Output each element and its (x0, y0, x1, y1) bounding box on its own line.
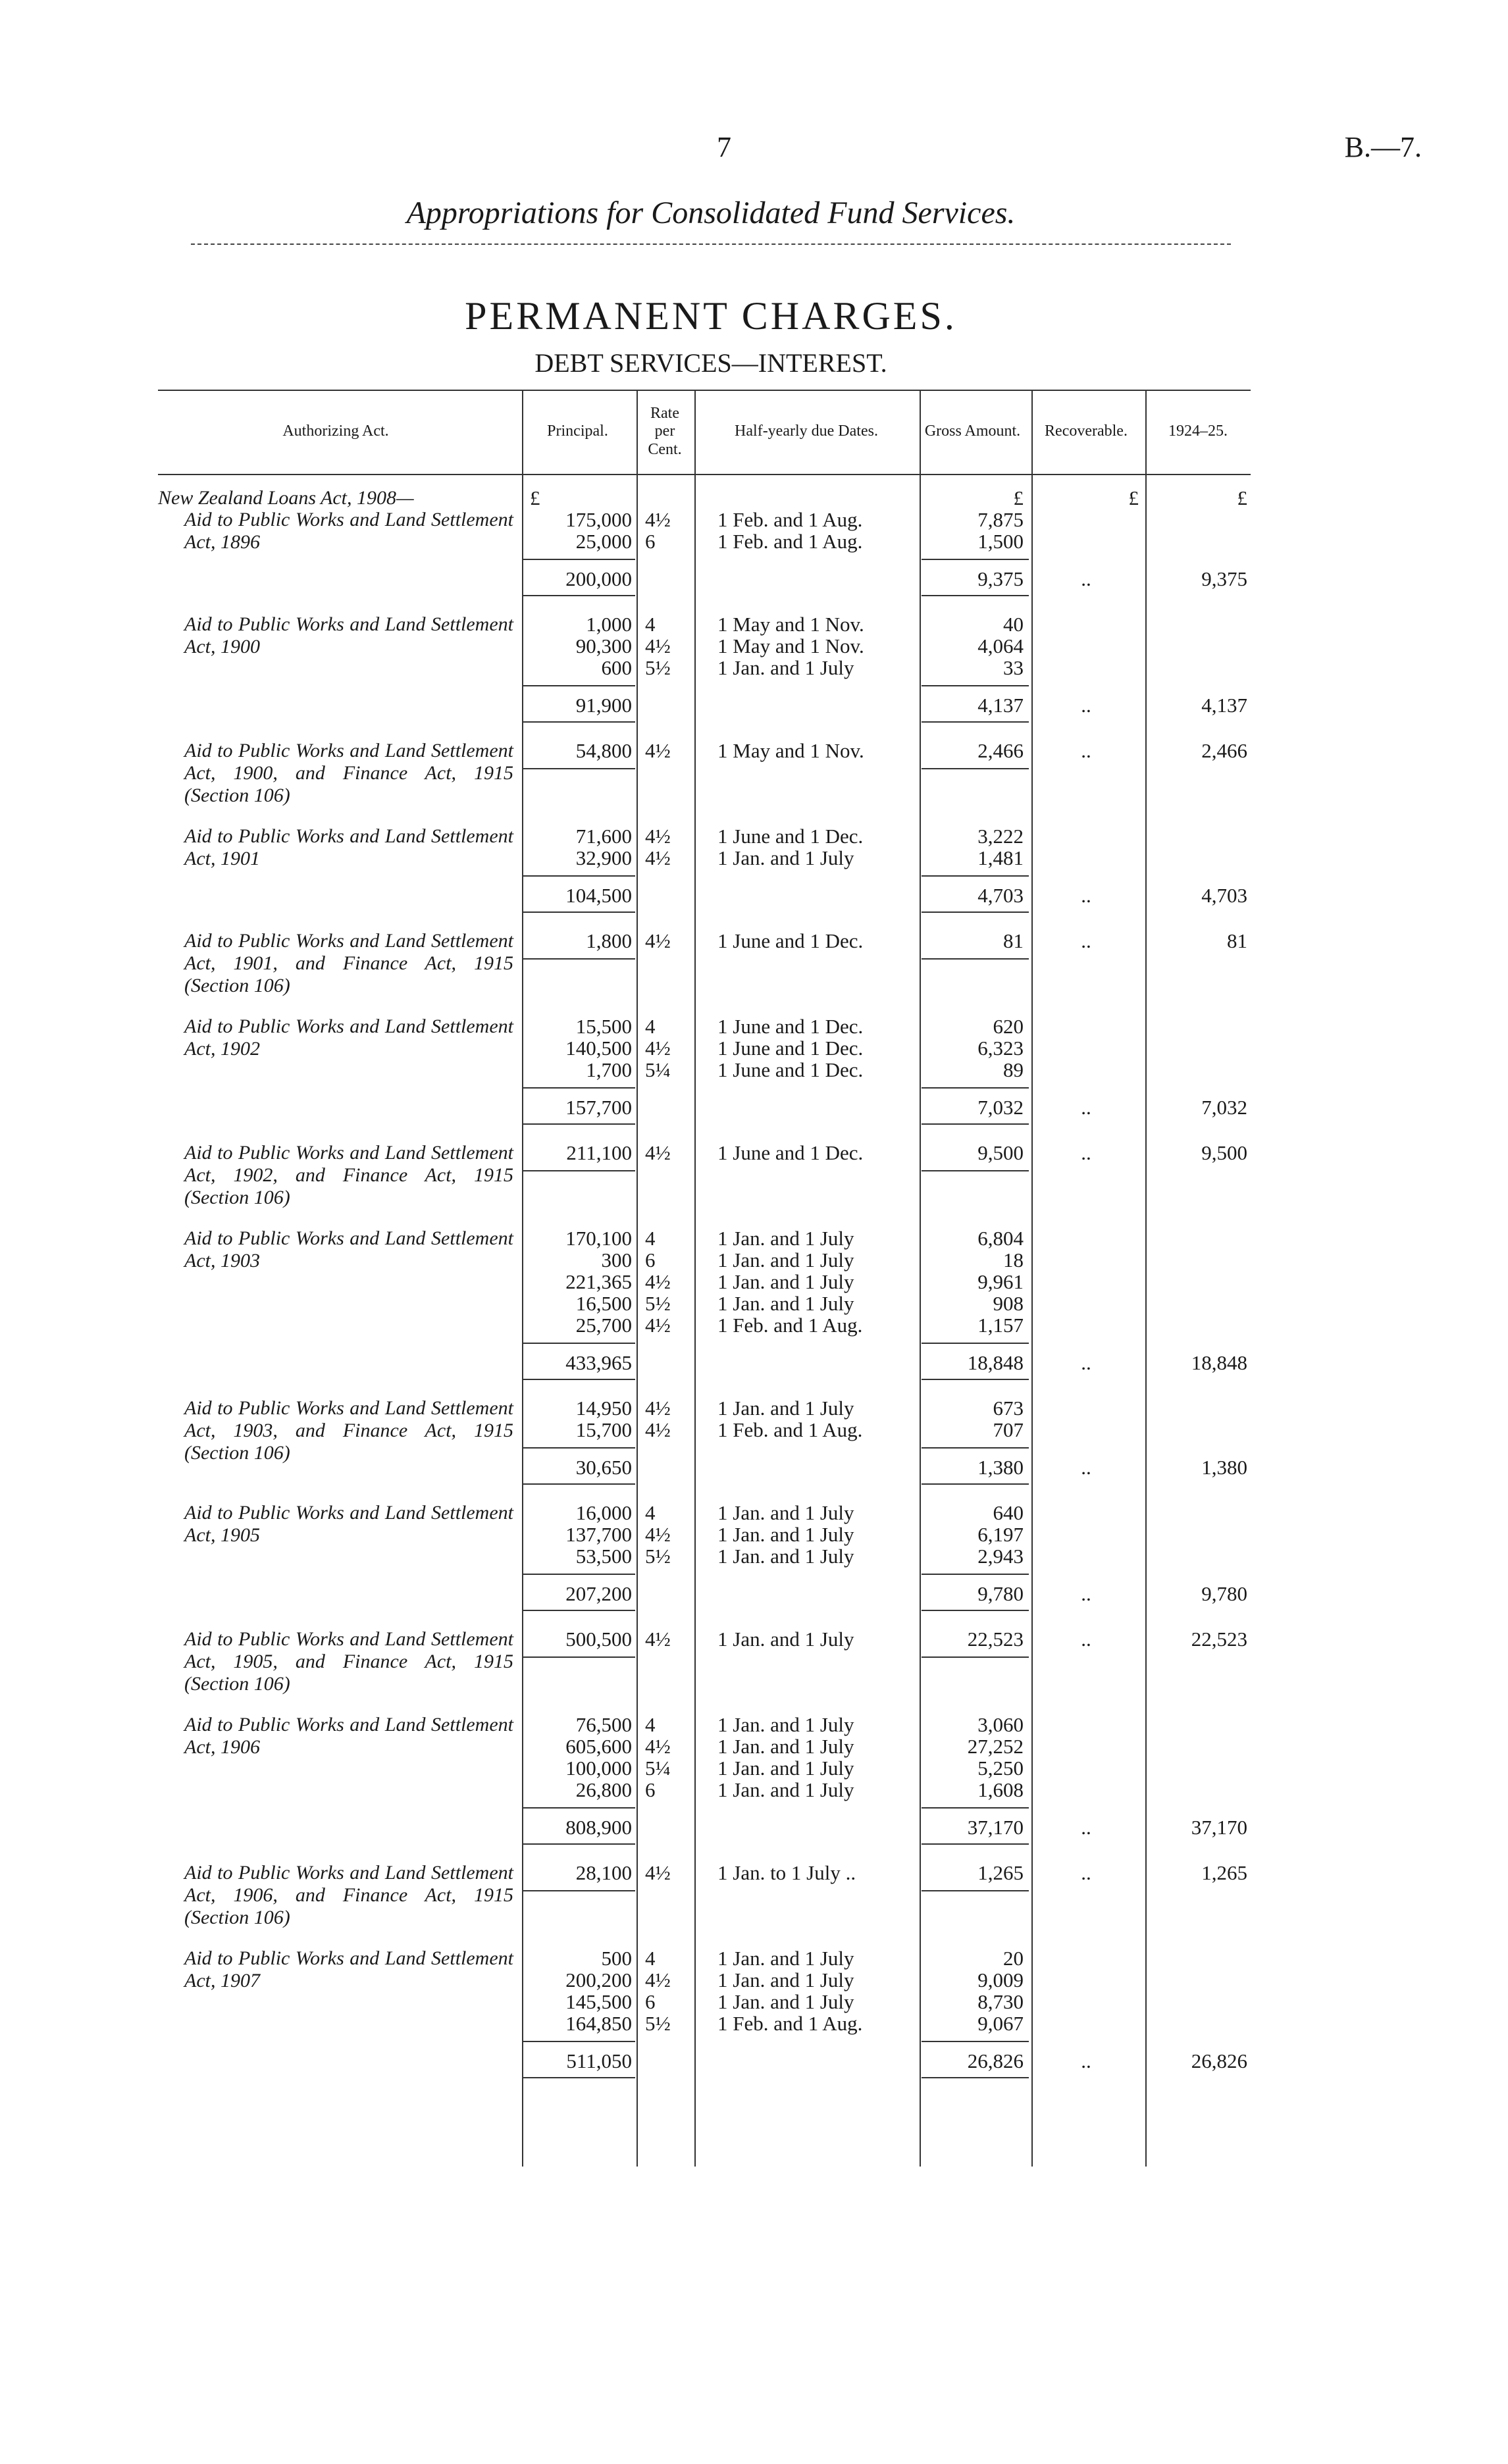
gross-subtotal: 9,375 (977, 567, 1024, 590)
subtotal-rule (922, 1123, 1029, 1125)
principal-value: 28,100 (575, 1861, 632, 1884)
due-dates: 1 Jan. and 1 July (717, 1292, 854, 1315)
year-total: 4,137 (1201, 694, 1247, 717)
gross-amount: 1,608 (977, 1778, 1024, 1801)
authorizing-act: Aid to Public Works and Land Settlement Act, 1902 (184, 1015, 513, 1060)
year-total: 2,466 (1201, 739, 1247, 762)
principal-value: 1,000 (586, 613, 632, 636)
subtotal-rule (523, 958, 635, 960)
principal-subtotal: 207,200 (565, 1582, 632, 1605)
year-total: 9,780 (1201, 1582, 1247, 1605)
due-dates: 1 Jan. and 1 July (717, 1968, 854, 1991)
rate-value: 4½ (645, 1270, 671, 1293)
rate-value: 4½ (645, 1861, 671, 1884)
act-heading: New Zealand Loans Act, 1908— (158, 487, 414, 509)
principal-subtotal: 808,900 (565, 1816, 632, 1839)
recoverable-dots: .. (1081, 739, 1091, 762)
column-header-recoverable: Recoverable. (1045, 423, 1128, 440)
gross-subtotal: 1,380 (977, 1456, 1024, 1479)
principal-value: 16,500 (575, 1292, 632, 1315)
gross-amount: 1,481 (977, 846, 1024, 869)
subtotal-rule (922, 2077, 1029, 2078)
subtotal-rule (523, 1656, 635, 1658)
column-header-act: Authorizing Act. (282, 423, 389, 440)
gross-amount: 6,197 (977, 1523, 1024, 1546)
principal-subtotal: 433,965 (565, 1351, 632, 1374)
recoverable-dots: .. (1081, 1096, 1091, 1119)
principal-value: 221,365 (565, 1270, 632, 1293)
principal-subtotal: 157,700 (565, 1096, 632, 1119)
due-dates: 1 Jan. and 1 July (717, 1270, 854, 1293)
rate-value: 4½ (645, 634, 671, 657)
subtotal-rule (922, 875, 1029, 877)
year-total: 22,523 (1191, 1628, 1247, 1651)
authorizing-act: Aid to Public Works and Land Settlement Act, 1906, and Finance Act, 1915 (Section 106) (184, 1862, 513, 1928)
year-total: 18,848 (1191, 1351, 1247, 1374)
gross-amount: 673 (993, 1397, 1024, 1420)
subtotal-rule (922, 958, 1029, 960)
principal-value: 145,500 (565, 1990, 632, 2013)
authorizing-act: Aid to Public Works and Land Settlement Act, 1902, and Finance Act, 1915 (Section 106) (184, 1142, 513, 1208)
due-dates: 1 Feb. and 1 Aug. (717, 530, 863, 553)
rate-value: 6 (645, 1778, 656, 1801)
subtotal-rule (922, 1483, 1029, 1485)
recoverable-dots: .. (1081, 1816, 1091, 1839)
subtotal-rule (922, 1807, 1029, 1809)
principal-value: 15,500 (575, 1015, 632, 1038)
rate-value: 6 (645, 1990, 656, 2013)
subtotal-rule (523, 595, 635, 596)
gross-subtotal: 4,703 (977, 884, 1024, 907)
gross-amount: 9,961 (977, 1270, 1024, 1293)
currency-symbol: £ (1013, 486, 1024, 509)
due-dates: 1 Jan. and 1 July (717, 1545, 854, 1568)
rate-value: 5½ (645, 656, 671, 679)
authorizing-act: Aid to Public Works and Land Settlement Act, 1903 (184, 1227, 513, 1271)
column-header-year: 1924–25. (1168, 423, 1228, 440)
rate-value: 5½ (645, 1545, 671, 1568)
principal-value: 54,800 (575, 739, 632, 762)
principal-subtotal: 511,050 (566, 2049, 632, 2072)
subtotal-rule (523, 2041, 635, 2042)
principal-value: 140,500 (565, 1037, 632, 1060)
subtotal-rule (523, 559, 635, 560)
gross-amount: 22,523 (967, 1628, 1024, 1651)
due-dates: 1 Jan. and 1 July (717, 1397, 854, 1420)
column-header-principal: Principal. (547, 423, 608, 440)
gross-subtotal: 18,848 (967, 1351, 1024, 1374)
gross-amount: 2,943 (977, 1545, 1024, 1568)
recoverable-dots: .. (1081, 884, 1091, 907)
recoverable-dots: .. (1081, 694, 1091, 717)
rate-value: 4 (645, 1713, 656, 1736)
gross-amount: 5,250 (977, 1757, 1024, 1780)
year-total: 1,265 (1201, 1861, 1247, 1884)
principal-value: 500,500 (565, 1628, 632, 1651)
subtotal-rule (922, 1656, 1029, 1658)
rate-value: 4½ (645, 1314, 671, 1337)
rate-value: 6 (645, 1248, 656, 1271)
column-header-dates: Half-yearly due Dates. (735, 423, 878, 440)
rate-value: 4½ (645, 1397, 671, 1420)
year-total: 37,170 (1191, 1816, 1247, 1839)
document-reference: B.—7. (1344, 131, 1422, 163)
principal-value: 1,800 (586, 929, 632, 952)
table-header-rule (158, 474, 1251, 475)
gross-amount: 9,009 (977, 1968, 1024, 1991)
subtotal-rule (922, 768, 1029, 769)
due-dates: 1 June and 1 Dec. (717, 1015, 864, 1038)
column-header-rate: Rate per Cent. (648, 404, 682, 458)
principal-value: 600 (601, 656, 632, 679)
gross-amount: 81 (1003, 929, 1024, 952)
subtotal-rule (523, 1087, 635, 1089)
due-dates: 1 Feb. and 1 Aug. (717, 508, 863, 531)
year-total: 26,826 (1191, 2049, 1247, 2072)
year-total: 9,375 (1201, 567, 1247, 590)
authorizing-act: Aid to Public Works and Land Settlement Act, 1900 (184, 613, 513, 657)
due-dates: 1 June and 1 Dec. (717, 1058, 864, 1081)
gross-amount: 9,500 (977, 1141, 1024, 1164)
gross-amount: 89 (1003, 1058, 1024, 1081)
authorizing-act: Aid to Public Works and Land Settlement Act, 1901, and Finance Act, 1915 (Section 106) (184, 930, 513, 996)
subtotal-rule (523, 911, 635, 913)
currency-symbol: £ (1128, 486, 1139, 509)
rate-value: 4½ (645, 846, 671, 869)
principal-value: 175,000 (565, 508, 632, 531)
due-dates: 1 Feb. and 1 Aug. (717, 1418, 863, 1441)
gross-amount: 6,323 (977, 1037, 1024, 1060)
column-header-gross: Gross Amount. (924, 423, 1021, 440)
due-dates: 1 Jan. and 1 July (717, 1501, 854, 1524)
principal-value: 1,700 (586, 1058, 632, 1081)
principal-value: 16,000 (575, 1501, 632, 1524)
principal-subtotal: 30,650 (575, 1456, 632, 1479)
principal-value: 605,600 (565, 1735, 632, 1758)
gross-subtotal: 37,170 (967, 1816, 1024, 1839)
due-dates: 1 June and 1 Dec. (717, 1141, 864, 1164)
subtotal-rule (922, 1574, 1029, 1575)
due-dates: 1 Jan. and 1 July (717, 1990, 854, 2013)
rate-value: 4½ (645, 929, 671, 952)
subtotal-rule (922, 595, 1029, 596)
gross-amount: 2,466 (977, 739, 1024, 762)
year-total: 9,500 (1201, 1141, 1247, 1164)
due-dates: 1 June and 1 Dec. (717, 1037, 864, 1060)
rate-value: 4½ (645, 739, 671, 762)
principal-subtotal: 200,000 (565, 567, 632, 590)
principal-subtotal: 91,900 (575, 694, 632, 717)
subtotal-rule (523, 1343, 635, 1344)
column-divider (637, 390, 638, 2167)
rate-value: 4½ (645, 1523, 671, 1546)
due-dates: 1 Feb. and 1 Aug. (717, 1314, 863, 1337)
authorizing-act: Aid to Public Works and Land Settlement Act, 1900, and Finance Act, 1915 (Section 106) (184, 740, 513, 806)
principal-subtotal: 104,500 (565, 884, 632, 907)
subtotal-rule (922, 1087, 1029, 1089)
subtotal-rule (523, 768, 635, 769)
subtotal-rule (523, 721, 635, 723)
recoverable-dots: .. (1081, 1456, 1091, 1479)
rate-value: 4 (645, 613, 656, 636)
subtotal-rule (523, 1890, 635, 1891)
rate-value: 4½ (645, 508, 671, 531)
subtotal-rule (922, 1447, 1029, 1449)
due-dates: 1 Jan. and 1 July (717, 1628, 854, 1651)
principal-value: 76,500 (575, 1713, 632, 1736)
principal-value: 25,700 (575, 1314, 632, 1337)
subtotal-rule (523, 1483, 635, 1485)
gross-subtotal: 7,032 (977, 1096, 1024, 1119)
subtotal-rule (523, 1379, 635, 1380)
authorizing-act: Aid to Public Works and Land Settlement Act, 1905, and Finance Act, 1915 (Section 106) (184, 1628, 513, 1695)
gross-amount: 18 (1003, 1248, 1024, 1271)
subtotal-rule (523, 1574, 635, 1575)
recoverable-dots: .. (1081, 1141, 1091, 1164)
gross-amount: 33 (1003, 656, 1024, 679)
interest-ledger-table (158, 390, 1251, 2174)
due-dates: 1 Jan. and 1 July (717, 1778, 854, 1801)
gross-amount: 1,157 (977, 1314, 1024, 1337)
year-total: 1,380 (1201, 1456, 1247, 1479)
due-dates: 1 Jan. and 1 July (717, 846, 854, 869)
recoverable-dots: .. (1081, 567, 1091, 590)
authorizing-act: Aid to Public Works and Land Settlement Act, 1906 (184, 1714, 513, 1758)
rate-value: 4½ (645, 1037, 671, 1060)
rate-value: 5¼ (645, 1058, 671, 1081)
subtotal-rule (922, 1343, 1029, 1344)
principal-value: 32,900 (575, 846, 632, 869)
due-dates: 1 May and 1 Nov. (717, 613, 864, 636)
gross-amount: 20 (1003, 1947, 1024, 1970)
due-dates: 1 June and 1 Dec. (717, 825, 864, 848)
due-dates: 1 June and 1 Dec. (717, 929, 864, 952)
due-dates: 1 Jan. to 1 July .. (717, 1861, 856, 1884)
year-total: 81 (1227, 929, 1247, 952)
principal-value: 500 (601, 1947, 632, 1970)
rate-value: 4 (645, 1227, 656, 1250)
due-dates: 1 Jan. and 1 July (717, 1523, 854, 1546)
recoverable-dots: .. (1081, 1582, 1091, 1605)
rate-value: 4½ (645, 1968, 671, 1991)
authorizing-act: Aid to Public Works and Land Settlement Act, 1903, and Finance Act, 1915 (Section 106) (184, 1397, 513, 1464)
gross-amount: 1,265 (977, 1861, 1024, 1884)
due-dates: 1 May and 1 Nov. (717, 634, 864, 657)
subtotal-rule (922, 721, 1029, 723)
year-total: 7,032 (1201, 1096, 1247, 1119)
authorizing-act: Aid to Public Works and Land Settlement Act, 1901 (184, 825, 513, 869)
authorizing-act: Aid to Public Works and Land Settlement Act, 1907 (184, 1947, 513, 1991)
due-dates: 1 Jan. and 1 July (717, 1757, 854, 1780)
gross-amount: 4,064 (977, 634, 1024, 657)
rate-value: 4½ (645, 825, 671, 848)
rate-value: 4 (645, 1015, 656, 1038)
gross-amount: 908 (993, 1292, 1024, 1315)
recoverable-dots: .. (1081, 929, 1091, 952)
principal-value: 71,600 (575, 825, 632, 848)
due-dates: 1 Jan. and 1 July (717, 1735, 854, 1758)
subtotal-rule (922, 2041, 1029, 2042)
rate-value: 4½ (645, 1141, 671, 1164)
subtotal-rule (922, 1610, 1029, 1611)
page-title: PERMANENT CHARGES. (465, 294, 957, 338)
subtotal-rule (523, 1170, 635, 1171)
principal-value: 164,850 (565, 2012, 632, 2035)
gross-amount: 40 (1003, 613, 1024, 636)
gross-amount: 7,875 (977, 508, 1024, 531)
due-dates: 1 Jan. and 1 July (717, 1947, 854, 1970)
subtotal-rule (523, 1843, 635, 1845)
page-subtitle: Appropriations for Consolidated Fund Services. (406, 195, 1016, 230)
recoverable-dots: .. (1081, 1628, 1091, 1651)
gross-subtotal: 4,137 (977, 694, 1024, 717)
rate-value: 4½ (645, 1628, 671, 1651)
principal-value: 26,800 (575, 1778, 632, 1801)
subtotal-rule (523, 2077, 635, 2078)
due-dates: 1 Jan. and 1 July (717, 1713, 854, 1736)
subtotal-rule (922, 1890, 1029, 1891)
gross-amount: 707 (993, 1418, 1024, 1441)
due-dates: 1 Feb. and 1 Aug. (717, 2012, 863, 2035)
principal-value: 300 (601, 1248, 632, 1271)
currency-symbol: £ (530, 486, 540, 509)
rate-value: 4½ (645, 1418, 671, 1441)
gross-amount: 6,804 (977, 1227, 1024, 1250)
subtotal-rule (523, 1123, 635, 1125)
gross-amount: 9,067 (977, 2012, 1024, 2035)
rate-value: 4 (645, 1501, 656, 1524)
page-number: 7 (717, 131, 731, 163)
rate-value: 4½ (645, 1735, 671, 1758)
subtotal-rule (922, 1843, 1029, 1845)
principal-value: 15,700 (575, 1418, 632, 1441)
year-total: 4,703 (1201, 884, 1247, 907)
rate-value: 4 (645, 1947, 656, 1970)
gross-amount: 3,060 (977, 1713, 1024, 1736)
rate-value: 5½ (645, 1292, 671, 1315)
principal-value: 137,700 (565, 1523, 632, 1546)
subtotal-rule (523, 1610, 635, 1611)
subtotal-rule (922, 911, 1029, 913)
subtotal-rule (523, 1807, 635, 1809)
subtitle-divider (191, 244, 1231, 245)
authorizing-act: Aid to Public Works and Land Settlement Act, 1896 (184, 509, 513, 553)
principal-value: 211,100 (566, 1141, 632, 1164)
authorizing-act: Aid to Public Works and Land Settlement Act, 1905 (184, 1502, 513, 1546)
subtotal-rule (922, 1170, 1029, 1171)
gross-subtotal: 9,780 (977, 1582, 1024, 1605)
principal-value: 25,000 (575, 530, 632, 553)
due-dates: 1 Jan. and 1 July (717, 1227, 854, 1250)
subtotal-rule (523, 875, 635, 877)
principal-value: 170,100 (565, 1227, 632, 1250)
column-divider (1031, 390, 1033, 2167)
currency-symbol: £ (1237, 486, 1247, 509)
subtotal-rule (922, 1379, 1029, 1380)
gross-subtotal: 26,826 (967, 2049, 1024, 2072)
gross-amount: 640 (993, 1501, 1024, 1524)
rate-value: 5½ (645, 2012, 671, 2035)
subtotal-rule (523, 685, 635, 686)
subtotal-rule (922, 685, 1029, 686)
due-dates: 1 Jan. and 1 July (717, 656, 854, 679)
gross-amount: 3,222 (977, 825, 1024, 848)
rate-value: 6 (645, 530, 656, 553)
recoverable-dots: .. (1081, 2049, 1091, 2072)
due-dates: 1 May and 1 Nov. (717, 739, 864, 762)
principal-value: 14,950 (575, 1397, 632, 1420)
column-divider (1145, 390, 1147, 2167)
subtotal-rule (523, 1447, 635, 1449)
principal-value: 90,300 (575, 634, 632, 657)
principal-value: 53,500 (575, 1545, 632, 1568)
gross-amount: 1,500 (977, 530, 1024, 553)
principal-value: 100,000 (565, 1757, 632, 1780)
subtotal-rule (922, 559, 1029, 560)
gross-amount: 8,730 (977, 1990, 1024, 2013)
principal-value: 200,200 (565, 1968, 632, 1991)
section-heading: DEBT SERVICES—INTEREST. (534, 348, 887, 378)
gross-amount: 27,252 (967, 1735, 1024, 1758)
rate-value: 5¼ (645, 1757, 671, 1780)
due-dates: 1 Jan. and 1 July (717, 1248, 854, 1271)
recoverable-dots: .. (1081, 1351, 1091, 1374)
gross-amount: 620 (993, 1015, 1024, 1038)
recoverable-dots: .. (1081, 1861, 1091, 1884)
